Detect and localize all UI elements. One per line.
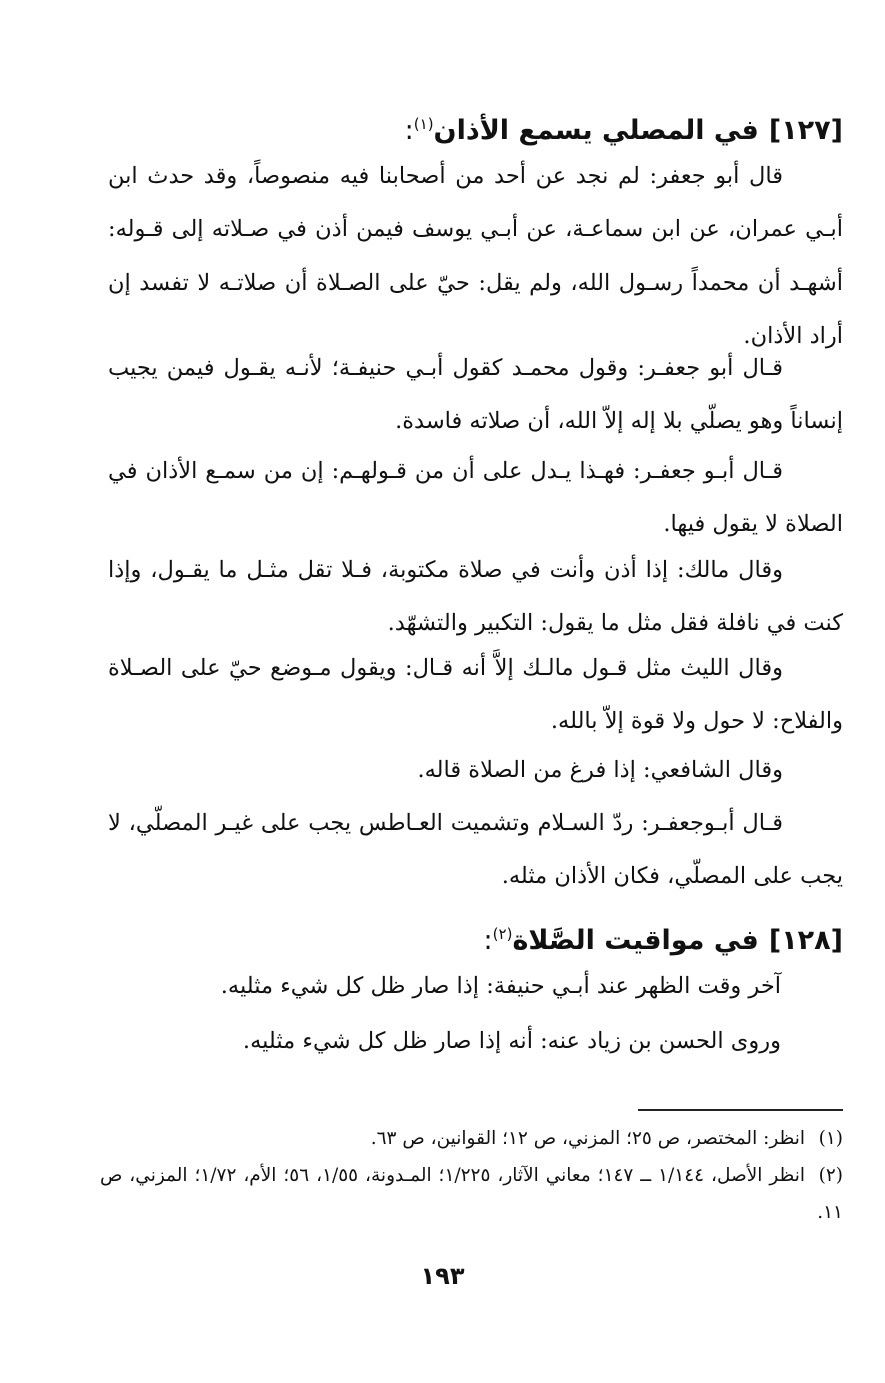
paragraph: قـال أبـوجعفـر: ردّ السـلام وتشميت العـاطس يجب على غيـر المصلّي، لا يجب على المصلّي، فكان الأذان مثله. (108, 810, 843, 890)
footnote-text: انظر: المختصر، ص ٢٥؛ المزني، ص ١٢؛ القوانين، ص ٦٣. (370, 1128, 805, 1149)
section-number: [١٢٨] (768, 925, 843, 956)
paragraph: وروى الحسن بن زياد عنه: أنه إذا صار ظل كل شيء مثليه. (242, 1028, 781, 1054)
paragraph: قـال أبـو جعفـر: فهـذا يـدل على أن من قـولهـم: إن من سمـع الأذان في الصلاة لا يقول فيها. (108, 458, 843, 538)
footnote-text: انظر الأصل، ١/١٤٤ ــ ١٤٧؛ معاني الآثار، ١/٢٢٥؛ المـدونة، ١/٥٥، ٥٦؛ الأم، ١/٧٢؛ المزني، ص ١١. (100, 1165, 843, 1223)
footnote-separator (638, 1109, 843, 1111)
footnote-reference: (١) (413, 115, 434, 133)
section-heading-128: [١٢٨]في مواقيت الصَّلاة$^{(٢)}$: (483, 925, 843, 956)
paragraph: قـال أبو جعفـر: وقول محمـد كقول أبـي حنيفـة؛ لأنـه يقـول فيمن يجيب إنساناً وهو يصلّي بلا إله إلاّ الله، أن صلاته فاسدة. (108, 355, 843, 435)
page-number: ١٩٣ (420, 1262, 465, 1290)
footnote-mark: (١) (818, 1128, 843, 1149)
footnote-mark: (٢) (818, 1165, 844, 1186)
paragraph: آخر وقت الظهر عند أبـي حنيفة: إذا صار ظل كل شيء مثليه. (220, 973, 781, 999)
footnote (100, 1120, 843, 1157)
section-title: في مواقيت الصَّلاة (512, 925, 759, 956)
section-title: في المصلي يسمع الأذان (433, 115, 759, 146)
footnote (100, 1157, 843, 1231)
paragraph: وقال الشافعي: إذا فرغ من الصلاة قاله. (417, 757, 783, 783)
section-number: [١٢٧] (768, 115, 843, 146)
paragraph: قال أبو جعفر: لم نجد عن أحد من أصحابنا فيه منصوصاً، وقد حدث ابن أبـي عمران، عن ابن سماعـة، عن أبـي يوسف فيمن أذن في صـلاته إلى قـوله: أشهـد أن محمداً رسـول الله، ولم يقل: حيّ على الصـلاة أن صلاتـه لا تفسد إن أراد الأذان. (108, 163, 843, 349)
footnote-reference: (٢) (492, 925, 513, 943)
paragraph: وقال مالك: إذا أذن وأنت في صلاة مكتوبة، فـلا تقل مثـل ما يقـول، وإذا كنت في نافلة فقل مثل ما يقول: التكبير والتشهّد. (108, 557, 843, 637)
section-heading-127: [١٢٧]في المصلي يسمع الأذان$^{(١)}$: (404, 115, 843, 146)
paragraph: وقال الليث مثل قـول مالـك إلاَّ أنه قـال: ويقول مـوضع حيّ على الصـلاة والفلاح: لا حول ولا قوة إلاّ بالله. (108, 655, 843, 735)
